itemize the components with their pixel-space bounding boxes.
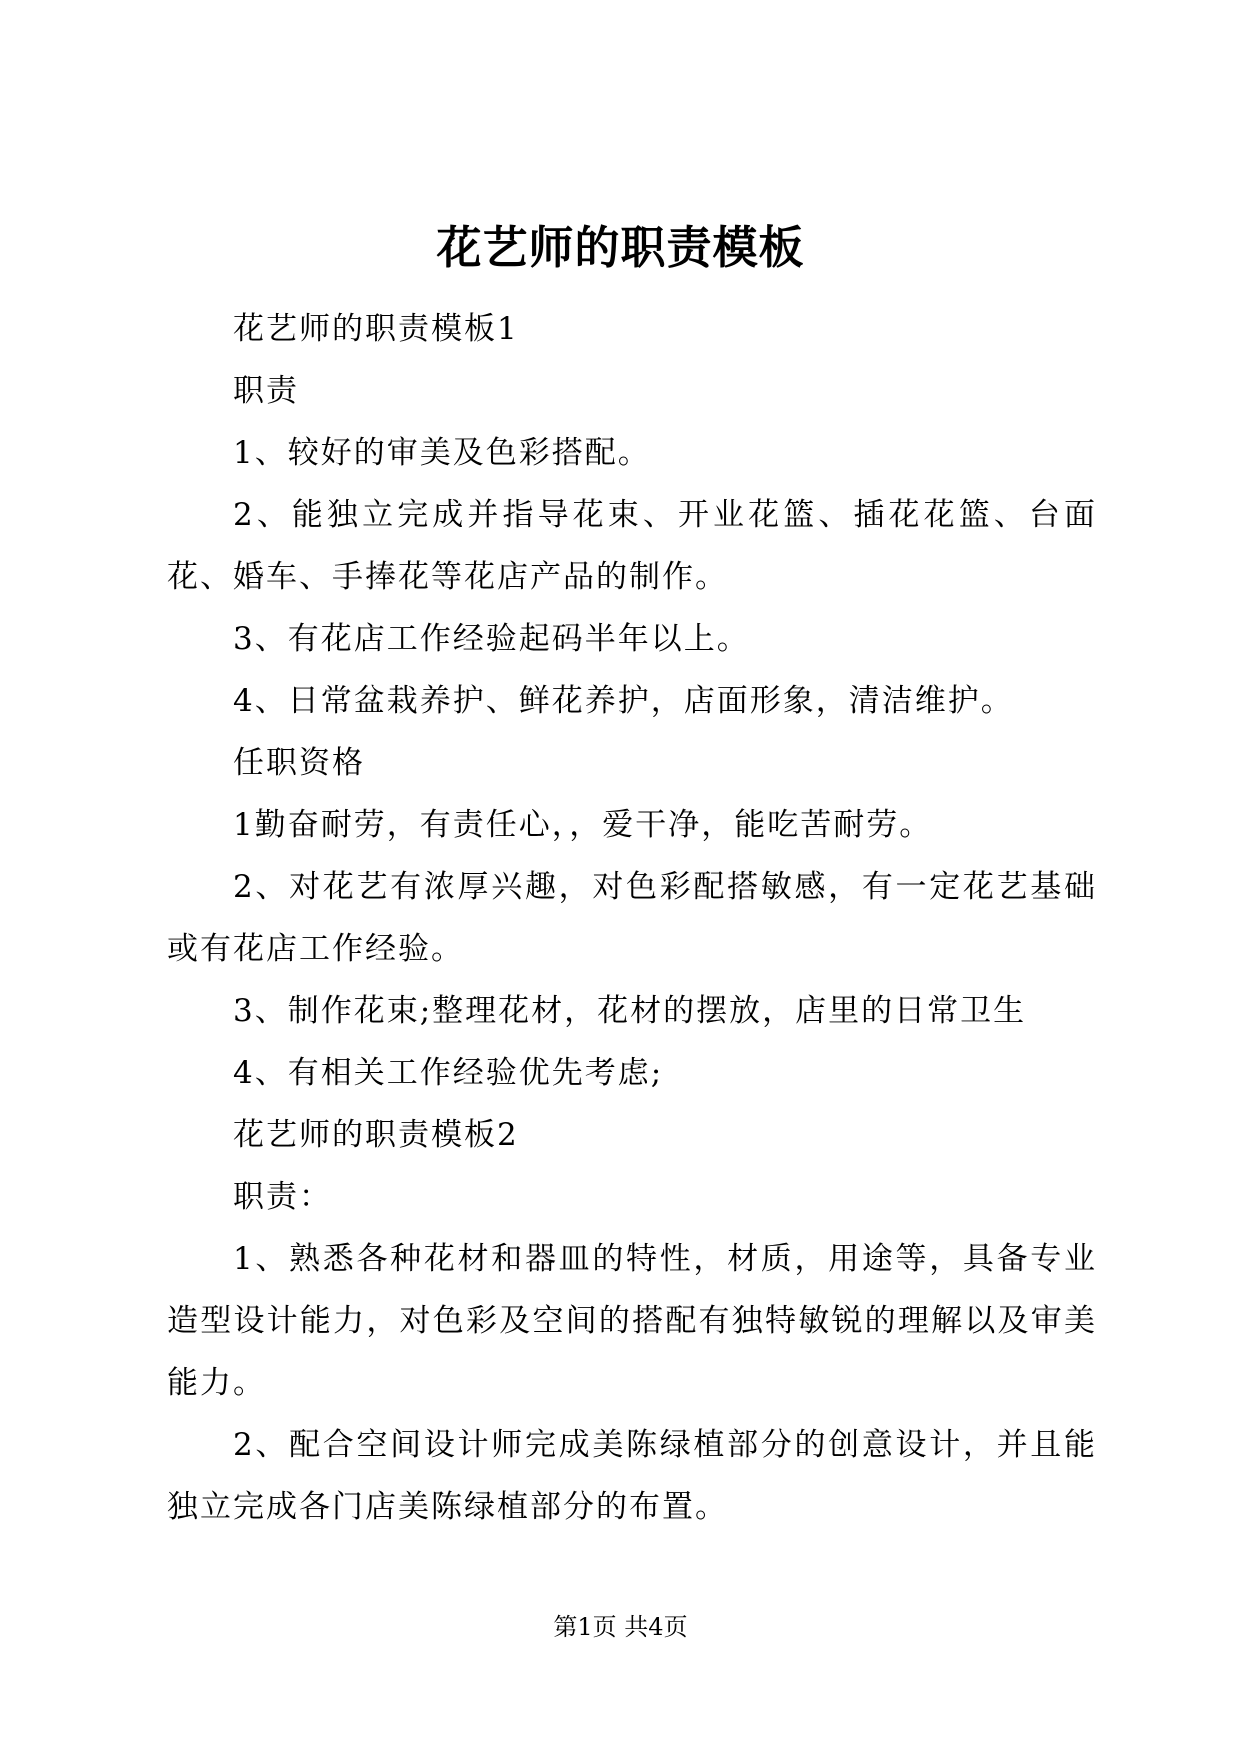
paragraph: 花艺师的职责模板2 <box>233 1117 519 1153</box>
paragraph: 职责： <box>233 1179 332 1215</box>
paragraph: 4、有相关工作经验优先考虑; <box>233 1055 664 1091</box>
paragraph: 1、熟悉各种花材和器皿的特性，材质，用途等，具备专业造型设计能力，对色彩及空间的搭配有独特敏锐的理解以及审美能力。 <box>167 1241 1097 1401</box>
paragraph: 2、对花艺有浓厚兴趣，对色彩配搭敏感，有一定花艺基础或有花店工作经验。 <box>167 869 1097 967</box>
paragraph: 职责 <box>233 373 299 409</box>
paragraph: 1、较好的审美及色彩搭配。 <box>233 435 651 471</box>
paragraph: 任职资格 <box>233 745 365 781</box>
paragraph: 花艺师的职责模板1 <box>233 311 519 347</box>
paragraph: 3、制作花束;整理花材，花材的摆放，店里的日常卫生 <box>233 993 1027 1029</box>
paragraph: 2、能独立完成并指导花束、开业花篮、插花花篮、台面花、婚车、手捧花等花店产品的制作。 <box>167 497 1097 595</box>
paragraph: 3、有花店工作经验起码半年以上。 <box>233 621 750 657</box>
page-footer: 第1页 共4页 <box>553 1613 688 1641</box>
document-title: 花艺师的职责模板 <box>436 221 805 274</box>
paragraph: 4、日常盆栽养护、鲜花养护，店面形象，清洁维护。 <box>233 683 1014 719</box>
document-body <box>167 298 1097 1538</box>
paragraph: 2、配合空间设计师完成美陈绿植部分的创意设计，并且能独立完成各门店美陈绿植部分的布置。 <box>167 1427 1097 1525</box>
paragraph: 1勤奋耐劳，有责任心，，爱干净，能吃苦耐劳。 <box>233 807 933 843</box>
